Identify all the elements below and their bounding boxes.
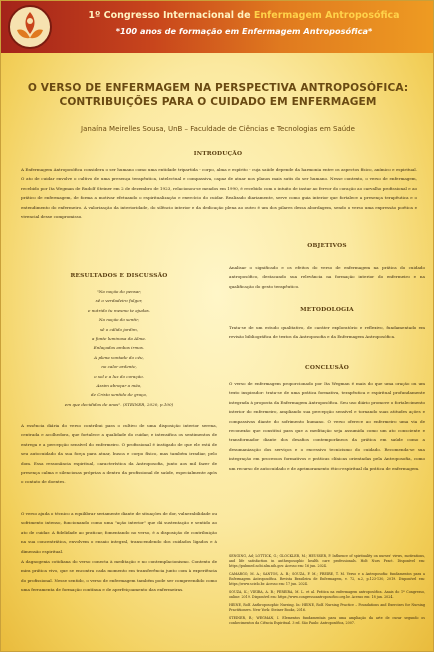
congress-name (59, 10, 429, 21)
objetivos-text: Analisar o significado e os efeitos do verso de enfermagem na prática do cuidado antroposófico, destacando sua relevância na formação interior do enfermeiro e na qualificação do gesto terapêutico. (229, 265, 425, 289)
poem-line: Enlaçados ambos irmos. (93, 345, 145, 351)
congress-logo-icon (7, 4, 53, 50)
poster-title-line2: CONTRIBUIÇÕES PARA O CUIDADO EM ENFERMAGEM (59, 96, 377, 108)
reference-item: HEINE, Rolf. Anthroposophic Nursing. In: HEINE, Rolf. Nursing Practice – Foundations and Exercises for Nursing Practitioners. New York: Steiner Books, 2016. (229, 602, 425, 612)
poem-line: e nutrido tu mesmo te ajudas. (87, 307, 151, 313)
nursing-verse-poem (19, 287, 219, 409)
author-line: Janaína Meirelles Sousa, UnB – Faculdade de Ciências e Tecnologias em Saúde (81, 125, 355, 133)
section-heading-conclusao: CONCLUSÃO (305, 365, 349, 371)
poem-line: no calor ardente, (101, 364, 137, 370)
section-heading-resultados: RESULTADOS E DISCUSSÃO (70, 273, 168, 279)
introducao-text: A Enfermagem Antroposófica considera o ser humano como uma entidade tripartida - corpo, alma e espírito - cuja saúde depende da harmonia entre os aspectos físico, anímico e espiritual. O ato de cuidar envolve o cultivo de uma presença terapêutica, intelectual e compassiva, capaz de atuar nos planos mais sutis do ser humano. Nesse contexto, o verso de enfermagem, recebido por Ita Wegman de Rudolf Steiner em 2 de dezembro de 1923, relacionou-se meados em 1990, é recebido com o intuito de instar ao fervor do coração ao carvalho profissional e ao prático de enfermagem, de forma a motivar efetuando o espiritualização e exercício do cuidar. Realizado diariamente, serve como guia interior que fortalece a presença terapêutica e o entendimento do enfermeiro. A valorização da interioridade, do silêncio interior e da dedicação plena ao outro é um dos pilares dessa abordagem, sendo o verso uma expressão poética e vivencial desse compromisso. (21, 167, 417, 220)
section-heading-introducao: INTRODUÇÃO (193, 151, 243, 157)
references-list (229, 554, 425, 646)
poem-line: Na noção do sentir, (98, 317, 140, 323)
resultados-text-1: A essência diária do verso contribui para o cultivo de uma disposição interior serena, centrada e acolhedora, que fortalece a qualidade do cuidar, e intensifica os sentimentos de entrega e a percepção sensível do enfermeiro. O profissional é instigado de que ele está de seu autocuidado da sua força para atuar, busca e corpo físico, mas também irradiar, pelo dom. Essa ressonância espiritual, característica da Antroposofia, junto aos mil fazer de presença calma e silenciosas próprias a dentro da profissional de saúde, especialmente após o contato de doentes. (21, 423, 217, 485)
metodologia-text: Trata-se de um estudo qualitativo, de caráter exploratório e reflexivo, fundamentado em revisão bibliográfica de textos da Antroposofia e da Enfermagem Antroposófica. (229, 325, 425, 340)
resultados-text-3: A dagnogenia cotidiana do verso conecta à meditação e no contemplacionismo. Contexto de mira prática vivo, que se encontra cada momento em transferência junto com à experiência do profissional. Nesse sentido, o verso de enfermagem também pode ser compreendido como uma ferramenta de formação contínua e de aperfeiçoamento das enfermeiras. (21, 559, 217, 593)
poem-line: em que decididos de anos". (STEINER, 2020, p.100) (64, 401, 174, 407)
reference-item: SOUZA, K.; VIEIRA, A. B.; PEREIRA, M. L. et al. Prática na enfermagem antroposófica. Anais do 1º Congresso, online: 2019. Disponível em: https://www.congressoantroposofico.org.br. Acesso em: 18 jun. 2024. (229, 590, 425, 600)
poster-title (11, 81, 425, 109)
poster-title-line1: O VERSO DE ENFERMAGEM NA PERSPECTIVA ANTROPOSÓFICA: (27, 82, 409, 94)
section-heading-metodologia: METODOLOGIA (300, 307, 354, 313)
poem-line: A plena vontade do céu, (94, 354, 144, 360)
congress-subtitle: *100 anos de formação em Enfermagem Antroposófica* (115, 26, 373, 36)
poem-line: a fonte luminosa da Alma. (91, 336, 147, 342)
poem-line: o sol e a luz do coração. (94, 373, 144, 379)
congress-highlight: Enfermagem Antroposófica (253, 10, 400, 21)
section-heading-objetivos: OBJETIVOS (307, 243, 347, 249)
poem-line: "Na noção do pensar, (96, 289, 142, 294)
conclusao-text: O verso de enfermagem proporcionado por Ita Wegman é mais do que uma oração ou um texto inspirador: trata-se de uma prática formativa, terapêutica e espiritual profundamente integrada à proposta da Enfermagem Antroposófica. Seu uso diário promove o fortalecimento interior do enfermeiro, ampliando sua percepção sensível e tornando suas atitudes ações e compassivas diante do sofrimento humano. O verso oferece ao enfermeiro uma via de reconexão que constitui para que a meditação seja assumida como um ato consciente e transformador diante dos desafios contemporâneos da prática em saúde como a desumanização dos serviços e o excessivo tecnicismo do cuidado. Recomenda-se sua integração em processos formativos e práticas clínicas orientadas pela Antroposofia, como um recurso de autocuidado e de aprimoramento ético-espiritual da prática de enfermagem. (229, 381, 425, 471)
congress-prefix: 1º Congresso Internacional de (88, 10, 251, 21)
poem-line: sê o verdadeiro fulgor, (95, 298, 143, 304)
reference-item: SENGING, Ad; LOTTICK, G.; GLÖCKLER, M.; HEUSSER, P. Influence of spirituality on nurses' views, motivations, and life satisfaction in anthroposophic health care professionals. Holt Nurs Pract. Disponível em: https://pubmed.ncbi.nlm.nih.gov. Acesso em: 16 jun. 2024. (229, 554, 425, 569)
reference-item: CAMARGO, M. A.; SANTOS, A. B.; SOUZA, F. M.; FREIRE, T. M. Verso e a Antroposofia: fundamentos para a Enfermagem Antroposófica. Revista Brasileira de Enfermagem, v. 72, n.2, p.123-130, 2019. Disponível em: https://www.scielo.br. Acesso em: 17 jun. 2024. (229, 572, 425, 587)
poem-line: de Cristo sentido de graça, (90, 392, 148, 398)
congress-header (1, 1, 433, 53)
reference-item: STEINER, R.; WEGMAN, I. Elementos fundamentais para uma ampliação da arte de curar segundo os conhecimentos da Ciência Espiritual. 3 ed. São Paulo: Antroposófica, 2007. (229, 615, 425, 625)
poem-line: sê o cálido jardim, (99, 326, 139, 332)
poem-line: Assim abraçar a mão, (96, 383, 142, 389)
resultados-text-2: O verso ajuda o técnico a equilibrar seriamente diante de situações de dor, vulnerabilidade ou sofrimento intenso, funcionando como uma "ação interior" que dá sustentação e sentido ao ato de cuidar. A fidelidade ao praticar, fomentando no verso, é a disposição de contribuição na sua concentrática, envolvem o ensaio integral, transcendendo dos cuidados ligados e à dimensão espiritual. (21, 511, 217, 554)
